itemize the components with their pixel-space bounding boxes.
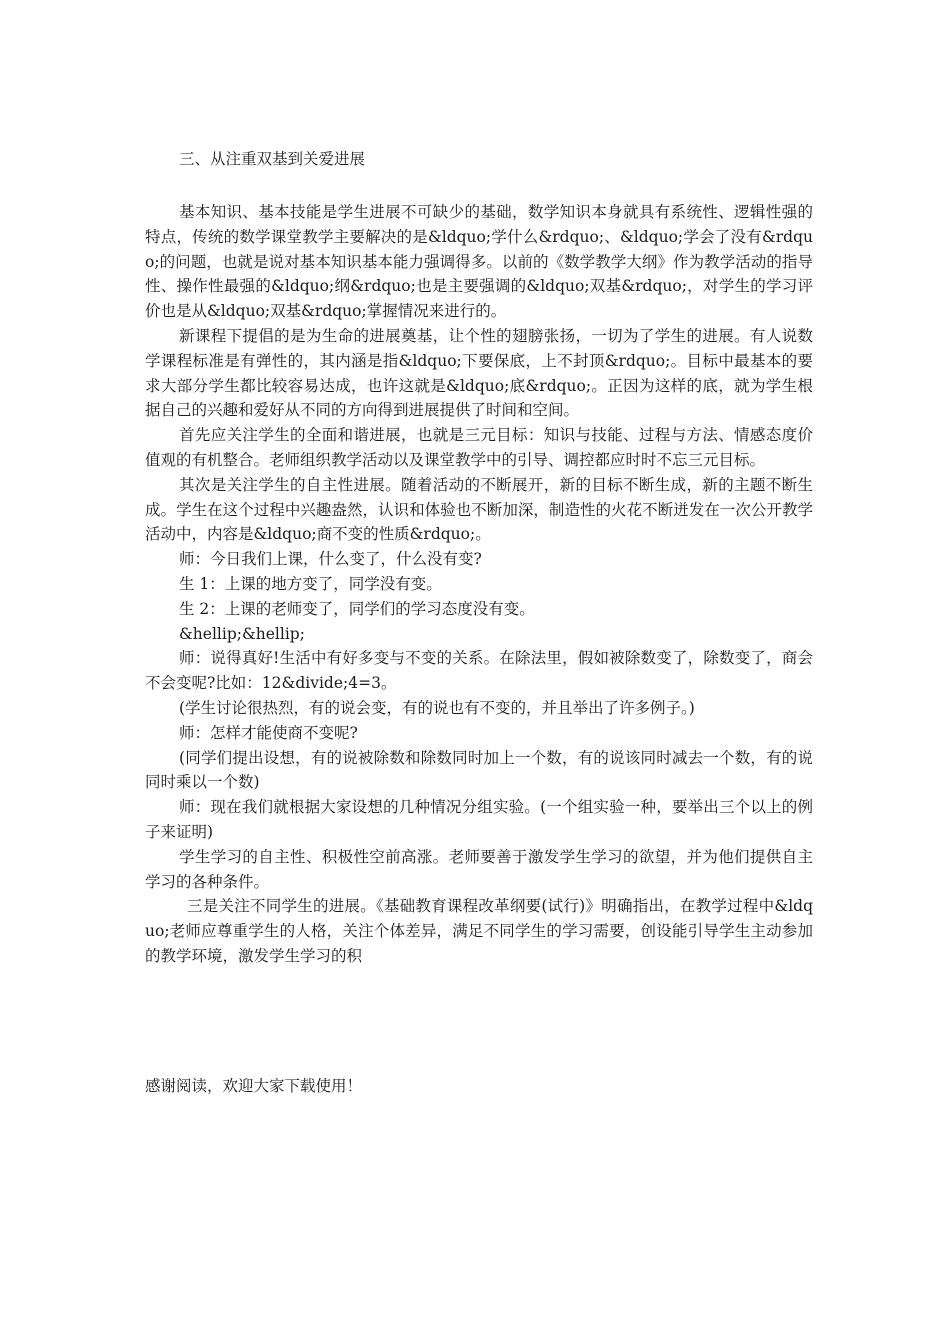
section-heading: 三、从注重双基到关爱进展 (179, 150, 366, 168)
dialogue-line-2: 生 1：上课的地方变了，同学没有变。 (179, 574, 442, 593)
dialogue-line-3: 生 2：上课的老师变了，同学们的学习态度没有变。 (179, 599, 535, 618)
paragraph-6: 三是关注不同学生的进展。《基础教育课程改革纲要(试行)》明确指出，在教学过程中&ldquo;老师应尊重学生的人格，关注个体差异，满足不同学生的学习需要，创设能引导学生主动参加的教学环境，激发学生学习的积 (145, 897, 813, 965)
paragraph-5: 学生学习的自主性、积极性空前高涨。老师要善于激发学生学习的欲望，并为他们提供自主学习的各种条件。 (145, 847, 813, 891)
paragraph-4: 其次是关注学生的自主性进展。随着活动的不断展开，新的目标不断生成，新的主题不断生成。学生在这个过程中兴趣盎然，认识和体验也不断加深，制造性的火花不断迸发在一次公开教学活动中，内容是&ldquo;商不变的性质&rdquo;。 (145, 475, 813, 544)
dialogue-line-7: (同学们提出设想，有的说被除数和除数同时加上一个数，有的说该同时减去一个数，有的说同时乘以一个数) (145, 748, 813, 792)
dialogue-line-4: 师：说得真好!生活中有好多变与不变的关系。在除法里，假如被除数变了，除数变了，商会不会变呢?比如：12&divide;4=3。 (145, 649, 813, 693)
dialogue-line-6: 师：怎样才能使商不变呢? (179, 723, 358, 742)
footer-thanks: 感谢阅读，欢迎大家下载使用！ (145, 1077, 363, 1095)
paragraph-1: 基本知识、基本技能是学生进展不可缺少的基础，数学知识本身就具有系统性、逻辑性强的特点，传统的数学课堂教学主要解决的是&ldquo;学什么&rdquo;、&ldquo;学会了没有&rdquo;的问题，也就是说对基本知识基本能力强调得多。以前的《数学教学大纲》作为教学活动的指导性、操作性最强的&ldquo;纲&rdquo;也是主要强调的&ldquo;双基&rdquo;，对学生的学习评价也是从&ldquo;双基&rdquo;掌握情况来进行的。 (145, 203, 813, 321)
dialogue-line-1: 师：今日我们上课，什么变了，什么没有变? (179, 550, 482, 569)
dialogue-line-5: (学生讨论很热烈，有的说会变，有的说也有不变的，并且举出了许多例子。) (179, 698, 695, 717)
paragraph-2: 新课程下提倡的是为生命的进展奠基，让个性的翅膀张扬，一切为了学生的进展。有人说数学课程标准是有弹性的，其内涵是指&ldquo;下要保底，上不封顶&rdquo;。目标中最基本的要求大部分学生都比较容易达成，也许这就是&ldquo;底&rdquo;。正因为这样的底，就为学生根据自己的兴趣和爱好从不同的方向得到进展提供了时间和空间。 (145, 326, 813, 420)
dialogue-line-8: 师：现在我们就根据大家设想的几种情况分组实验。(一个组实验一种，要举出三个以上的例子来证明) (145, 798, 813, 841)
spacer (145, 172, 813, 200)
paragraph-3: 首先应关注学生的全面和谐进展，也就是三元目标：知识与技能、过程与方法、情感态度价值观的有机整合。老师组织教学活动以及课堂教学中的引导、调控都应时时不忘三元目标。 (145, 426, 813, 469)
document-body (145, 146, 813, 969)
ellipsis-line: &hellip;&hellip; (179, 624, 305, 643)
